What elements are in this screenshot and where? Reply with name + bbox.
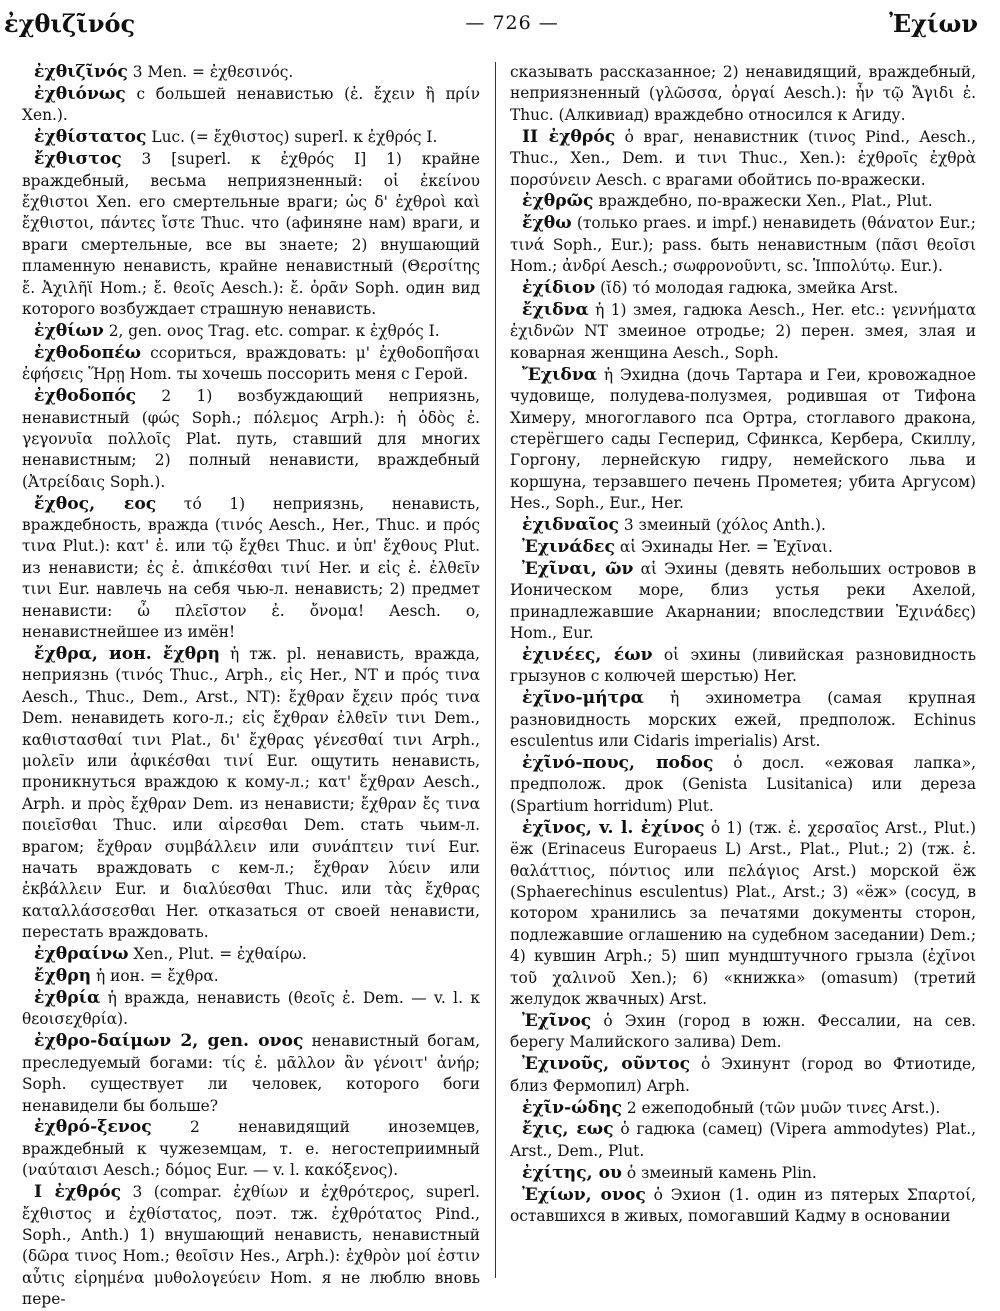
entry-headword: ἐχθοδοπός [34, 386, 137, 407]
dictionary-entry [510, 127, 976, 191]
dictionary-entry [510, 645, 976, 688]
entry-definition: ἡ ион. = ἔχθρα. [91, 967, 219, 986]
entry-headword: ἐχθρο-δαίμων 2, gen. ονος [34, 1031, 304, 1052]
entry-headword: ἔχθρα, ион. ἔχθρη [34, 643, 220, 664]
dictionary-entry [22, 343, 480, 386]
entry-headword: Ἐχίων, ονος [522, 1184, 646, 1205]
dictionary-entry [510, 365, 976, 515]
entry-definition: 3 Men. = ἐχθεσινός. [127, 63, 294, 81]
entry-headword: ἐχιδναῖος [522, 515, 619, 536]
header-left-guideword: ἐχθιζῖνός [4, 8, 136, 38]
entry-definition: Xen., Plut. = ἐχθαίρω. [128, 945, 307, 964]
entry-headword: Ἐχινοῦς, οῦντος [522, 1054, 691, 1075]
entry-headword: ἐχθίστατος [34, 127, 147, 148]
dictionary-entry [22, 127, 480, 148]
dictionary-entry [510, 300, 976, 364]
dictionary-entry [22, 84, 480, 127]
entry-headword: ἐχινέες, έων [522, 644, 653, 665]
dictionary-entry [510, 191, 976, 212]
dictionary-entry [22, 386, 480, 493]
entry-headword: II ἐχθρός [522, 126, 616, 147]
header-right-guideword: Ἐχίων [889, 8, 978, 38]
entry-definition: 2, gen. ονος Trag. etc. compar. к ἐχθρός I. [103, 321, 440, 340]
entry-definition: 2 ненавидящий иноземцев, враждебный к чужеземцам, т. е. негостеприимный (ναύταισι Aesch.; δόμος Eur. — v. l. κακόξενος). [22, 1118, 480, 1180]
entry-definition: 3 [superl. к ἐχθρός I] 1) крайне враждебный, весьма неприязненный: οἱ ἐκείνου ἔχθιστοι Xen. его смертельные враги; ὡς δ' ἐχθροὶ καὶ ἔχθιστοι, πάντες ἴστε Thuc. что (афиняне нам) враги, и враги смертельные, все вы знаете; 2) внушающий пламенную ненависть, крайне ненавистный (Θερσίτης ἔ. Ἀχιλῆϊ Hom.; ἔ. θεοῖς Aesch.): ἔ. ὁρᾶν Soph. один вид которого возбуждает страшную ненависть. [22, 150, 480, 318]
entry-definition: ссориться, враждовать: μ' ἐχθοδοπῆσαι ἐφήσεις Ἥρῃ Hom. ты хочешь поссорить меня с Герой. [22, 343, 480, 384]
entry-definition: ὁ Эхин (город в южн. Фессалии, на сев. берегу Малийского залива) Dem. [510, 1011, 976, 1052]
entry-definition: 3 змеиный (χόλος Anth.). [618, 516, 826, 535]
dictionary-entry [22, 966, 480, 987]
entry-headword: ἔχιδνα [522, 299, 589, 320]
entry-definition: ἡ тж. pl. ненависть, вражда, неприязнь (τινός Thuc., Arph., εἰς Her., NT и πρός τινα Aesch., Thuc., Dem., Arst., NT): ἔχθραν ἔχειν πρός τινα Dem. ненавидеть кого-л.; εἰς ἔχθραν ἐλθεῖν τινι Dem., καθιστασθαί τινι Plat., δι' ἔχθρας γένεσθαί τινι Arph., μολεῖν или ἀφικέσθαι τινί Eur. ощутить ненависть, проникнуться враждою к кому-л.; κατ' ἔχθραν Aesch., Arph. и πρὸς ἔχθραν Dem. из ненависти; ἔχθραν ἔς τινα ποιεῖσθαι Thuc. или αἱρεσθαι Dem. стать чьим-л. врагом; ἔχθραν συμβάλλειν или συνάπτειν τινί Eur. начать враждовать с кем-л.; ἔχθραν λύειν или ἐκβάλλειν Eur. и διαλύεσθαι Thuc. или τὰς ἔχθρας καταλλάσσεσθαι Her. отказаться от своей ненависти, перестать враждовать. [22, 644, 481, 942]
entry-definition: ὁ досл. «ежовая лапка», предполож. дрок (Genista Lusitanica) или дереза (Spartium horridum) Plut. [510, 754, 977, 815]
entry-definition: 3 (compar. ἐχθίων и ἐχθρότερος, superl. ἔχθιστος и ἐχθίστατος, поэт. тж. ἐχθρότατος Pind., Soph., Anth.) 1) внушающий ненависть, ненавистный (δῶρα τινος Hom.; θεοῖσιν Hes., Arph.): ἐχθρὸν μοί ἐστιν αὖτις εἰρημένα μυθολογεύειν Hom. я не люблю вновь пере- [22, 1183, 481, 1309]
entry-definition: (ῐδ) τό молодая гадюка, змейка Arst. [595, 279, 899, 298]
entry-headword: ἔχθιστος [34, 149, 122, 170]
dictionary-entry [22, 149, 480, 320]
entry-definition: ὁ Эхинунт (город во Фтиотиде, близ Фермопил) Arph. [510, 1055, 976, 1095]
dictionary-entry [510, 1011, 976, 1054]
entry-headword: ἐχῖνο-μήτρα [522, 688, 644, 709]
dictionary-entry [22, 1031, 480, 1117]
dictionary-entry [22, 644, 480, 944]
entry-headword: Ἐχῖναι, ῶν [522, 558, 634, 579]
page-header [0, 0, 1000, 46]
dictionary-entry [510, 537, 976, 558]
entry-definition: ὁ змеиный камень Plin. [621, 1163, 817, 1182]
entry-definition: αἱ Эхины (девять небольших островов в Ионическом море, близ устья реки Ахелой, принадлежавшие Акарнании; впоследствии Ἐχινάδες) Hom., Eur. [510, 559, 977, 643]
entry-headword: ἐχθιζῖνός [34, 62, 128, 82]
entry-headword: ἐχῖνό-πους, ποδος [522, 753, 714, 773]
entry-headword: ἐχίδιον [522, 278, 596, 299]
entry-headword: I ἐχθρός [34, 1182, 122, 1203]
dictionary-entry [510, 559, 976, 645]
entry-headword: ἐχθιόνως [34, 83, 126, 104]
dictionary-entry [22, 1117, 480, 1181]
entry-headword: ἐχθοδοπέω [34, 342, 142, 363]
entry-headword: Ἐχῖνος [522, 1010, 592, 1031]
dictionary-entry [22, 1182, 480, 1310]
dictionary-entry [22, 988, 480, 1031]
entry-definition: οἱ эхины (ливийская разновидность грызунов с колючей шерстью) Her. [510, 645, 976, 686]
dictionary-entry [510, 818, 976, 1011]
entry-definition: ὁ 1) (тж. ἐ. χερσαῖος Arst., Plut.) ёж (Erinaceus Europaeus L) Arst., Plat., Plut.; 2) (тж. ἐ. θαλάττιος, πόντιος или πελάγιος Arst.) морской ёж (Sphaerechinus esculentus) Plat., Arst.; 3) «ёж» (сосуд, в котором хранились за печатями документы сторон, подлежавшие оглашению на судебном заседании) Dem.; 4) кувшин Arph.; 5) шип мундштучного грызла (ἐχῖνοι τοῦ χαλινοῦ Xen.); 6) «книжка» (omasum) (третий желудок жвачных) Arst. [510, 818, 976, 1008]
dictionary-entry [510, 1098, 976, 1119]
entry-definition: ἡ эхинометра (самая крупная разновидность морских ежей, предполож. Echinus esculentus или Cidaris imperialis) Arst. [510, 689, 976, 751]
entry-headword: ἔχθος, εος [34, 493, 157, 514]
entry-headword: ἐχίτης, ου [522, 1162, 622, 1183]
entry-definition: 2 ежеподобный (τῶν μυῶν τινες Arst.). [621, 1098, 941, 1117]
dictionary-entry [510, 1119, 976, 1162]
dictionary-entry [510, 688, 976, 752]
entry-headword: ἔχθρη [34, 966, 92, 987]
entry-definition: ὁ враг, ненавистник (τινος Pind., Aesch., Thuc., Xen., Dem. и τινι Thuc., Xen.): ἐχθροῖς ἐχθρὰ πορσύνειν Aesch. с врагами обойтись по-вражески. [510, 127, 976, 189]
entry-headword: ἐχθίων [34, 320, 104, 341]
column-divider [495, 62, 496, 1278]
left-column [22, 62, 481, 1309]
entry-headword: ἐχθραίνω [34, 944, 129, 965]
right-column [510, 62, 976, 1280]
dictionary-entry [510, 1054, 976, 1097]
entry-definition: τό 1) неприязнь, ненависть, враждебность, вражда (τινός Aesch., Her., Thuc. и πρός τινα Plut.): κατ' ἐ. или τῷ ἔχθει Thuc. и ὑπ' ἔχθους Plut. из ненависти; ἐς ἐ. ἀπικέσθαι τινί Her. и εἰς ἐ. ἐλθεῖν τινι Eur. навлечь на себя чью-л. ненависть; 2) предмет ненависти: ὦ πλεῖστον ἐ. ὄνομα! Aesch. о, ненавистнейшее из имён! [22, 494, 480, 642]
entry-definition: Luc. (= ἔχθιστος) superl. к ἐχθρός I. [146, 128, 438, 147]
entry-definition: с большей ненавистью (ἐ. ἔχειν ἢ πρίν Xen.). [22, 84, 480, 125]
dictionary-entry [22, 494, 480, 644]
entry-headword: ἐχῖν-ώδης [522, 1097, 622, 1118]
entry-headword: ἔχις, εως [522, 1119, 614, 1140]
entry-headword: ἔχθω [522, 213, 572, 234]
entry-definition: αἱ Эхинады Her. = Ἐχῖναι. [614, 537, 833, 556]
entry-definition: ἡ вражда, ненависть (θεοῖς ἐ. Dem. — v. l. к θεοισεχθρία). [22, 988, 480, 1029]
entry-headword: Ἐχινάδες [522, 536, 615, 557]
entry-definition: 2 1) возбуждающий неприязнь, ненавистный (φώς Soph.; πόλεμος Arph.): ἡ ὁδὸς ἐ. γεγονυῖα πολλοῖς Plat. путь, ставший для многих ненавистным; 2) полный ненависти, враждебный (Ἀτρείδαις Soph.). [22, 387, 480, 491]
dictionary-entry [510, 278, 976, 299]
entry-definition: ὁ гадюка (самец) (Vipera ammodytes) Plat., Arst., Dem., Plut. [510, 1120, 977, 1160]
entry-definition: ὁ Эхион (1. один из пятерых Σπαρτοί, оставшихся в живых, помогавший Кадму в основании [510, 1185, 977, 1226]
page-number: — 726 — [465, 12, 559, 34]
entry-definition: (только praes. и impf.) ненавидеть (θάνατον Eur.; τινά Soph., Eur.); pass. быть ненавистным (πᾶσι θεοῖσι Hom.; ἀνδρί Aesch.; σωφρονοῦντι, sc. Ἱππολύτῳ. Eur.). [510, 214, 976, 276]
dictionary-entry [22, 62, 480, 83]
dictionary-entry [510, 515, 976, 536]
dictionary-entry [510, 62, 976, 126]
dictionary-entry [22, 944, 480, 965]
entry-headword: ἐχθρῶς [522, 191, 594, 212]
entry-headword: ἐχθρία [34, 987, 101, 1008]
entry-headword: ἐχῖνος, v. l. ἐχίνος [522, 817, 705, 838]
entry-headword: ἐχθρό-ξενος [34, 1117, 152, 1138]
dictionary-entry [510, 213, 976, 277]
dictionary-entry [22, 321, 480, 342]
dictionary-entry [510, 1185, 976, 1228]
entry-definition: сказывать рассказанное; 2) ненавидящий, враждебный, неприязненный (γλῶσσα, ὀργαί Aesch.): ἦν τῷ Ἄγιδι ἐ. Thuc. (Алкивиад) враждебно относился к Агиду. [510, 63, 976, 124]
entry-definition: враждебно, по-вражески Xen., Plat., Plut. [593, 192, 933, 211]
entry-definition: ненавистный богам, преследуемый богами: τίς ἐ. μᾶλλον ἂν γένοιτ' ἀνήρ; Soph. существует ли человек, которого боги ненавидели бы больше? [22, 1032, 480, 1115]
entry-headword: Ἔχιδνα [522, 364, 598, 385]
entry-definition: ἡ 1) змея, гадюка Aesch., Her. etc.: γεννήματα ἐχιδνῶν NT змеиное отродье; 2) перен. змея, злая и коварная женщина Aesch., Soph. [510, 300, 976, 362]
entry-definition: ἡ Эхидна (дочь Тартара и Геи, кровожадное чудовище, полудева-полузмея, родившая от Тифона Химеру, многоглавого пса Ортра, стоглавого дракона, стерёгшего сады Гесперид, Сфинкса, Кербера, Скиллу, Горгону, лернейскую гидру, немейского льва и коршуна, терзавшего печень Прометея; убита Аргусом) Hes., Soph., Eur., Her. [510, 365, 976, 513]
dictionary-entry [510, 1163, 976, 1184]
dictionary-entry [510, 753, 976, 817]
